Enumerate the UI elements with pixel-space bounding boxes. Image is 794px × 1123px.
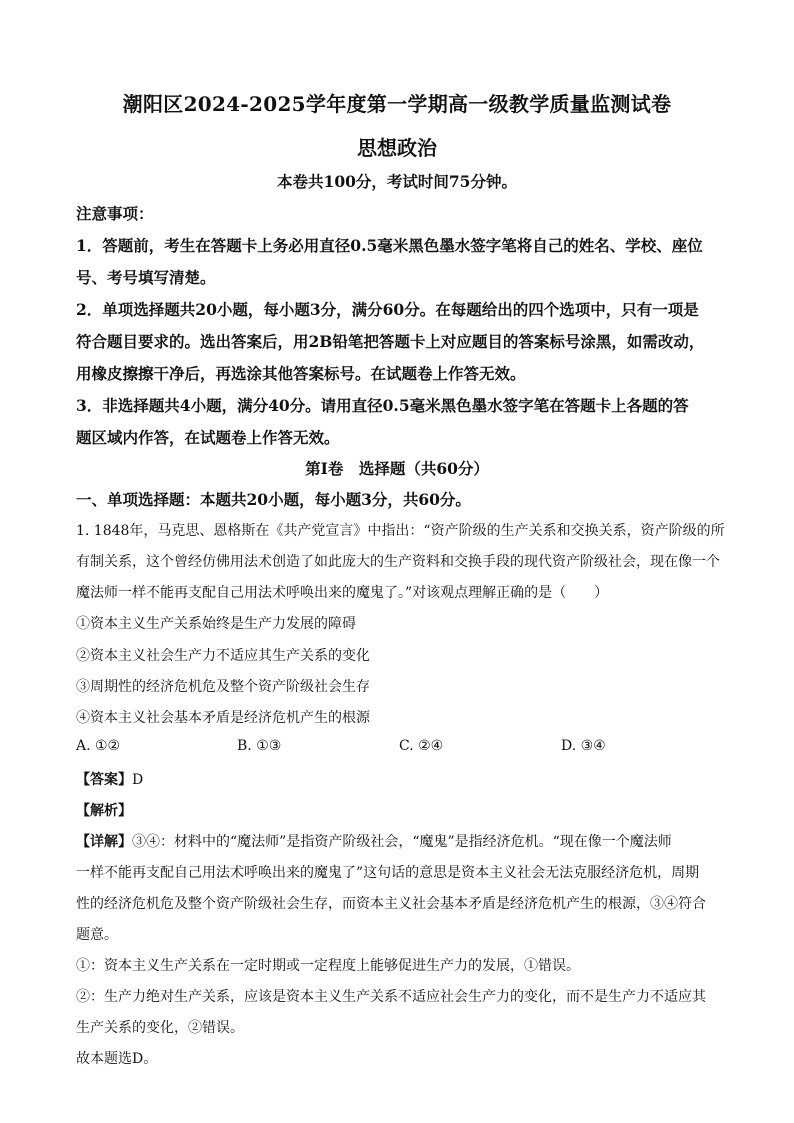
exam-title: 潮阳区2024-2025学年度第一学期高一级教学质量监测试卷 xyxy=(122,92,672,116)
notice-item-3-line-1: 3．非选择题共4小题，满分40分。请用直径0.5毫米黑色墨水签字笔在答题卡上各题的答 xyxy=(76,396,689,415)
detail-line-2: 一样不能再支配自己用法术呼唤出来的魔鬼了”这句话的意思是资本主义社会无法克服经济危机，周期 xyxy=(76,865,700,881)
note-2-line-2: 生产关系的变化，②错误。 xyxy=(76,1020,244,1036)
notice-heading: 注意事项： xyxy=(76,204,154,223)
notice-item-1-line-2: 号、考号填写清楚。 xyxy=(76,268,216,287)
notice-item-2-line-3: 用橡皮擦擦干净后，再选涂其他答案标号。在试题卷上作答无效。 xyxy=(76,364,526,383)
detail-tag: 【详解】 xyxy=(76,834,132,850)
option-a: A. ①② xyxy=(76,738,121,754)
question-1-stem-line-3: 魔法师一样不能再支配自己用法术呼唤出来的魔鬼了。”对该观点理解正确的是（ ） xyxy=(76,585,609,601)
option-d: D. ③④ xyxy=(561,738,606,754)
notice-item-2-line-1: 2．单项选择题共20小题，每小题3分，满分60分。在每题给出的四个选项中，只有一项是 xyxy=(76,300,699,319)
note-1: ①：资本主义生产关系在一定时期或一定程度上能够促进生产力的发展，①错误。 xyxy=(76,958,580,974)
detail-text-1: ③④：材料中的“魔法师”是指资产阶级社会，“魔鬼”是指经济危机。“现在像一个魔法师 xyxy=(132,834,672,850)
notice-item-1-line-1: 1．答题前，考生在答题卡上务必用直径0.5毫米黑色墨水签字笔将自己的姓名、学校、座位 xyxy=(76,236,703,255)
option-c: C. ②④ xyxy=(399,738,444,754)
part-title: 一、单项选择题：本题共20小题，每小题3分，共60分。 xyxy=(76,490,471,509)
statement-2: ②资本主义社会生产力不适应其生产关系的变化 xyxy=(76,648,370,664)
statement-1: ①资本主义生产关系始终是生产力发展的障碍 xyxy=(76,616,356,632)
notice-item-3-line-2: 题区域内作答，在试题卷上作答无效。 xyxy=(76,428,340,447)
volume-title: 第Ⅰ卷 选择题（共60分） xyxy=(305,459,489,478)
conclusion: 故本题选D。 xyxy=(76,1051,158,1067)
option-b: B. ①③ xyxy=(237,738,282,754)
answer-tag: 【答案】 xyxy=(76,772,132,788)
statement-4: ④资本主义社会基本矛盾是经济危机产生的根源 xyxy=(76,710,370,726)
detail-line-3: 性的经济危机危及整个资产阶级社会生存，而资本主义社会基本矛盾是经济危机产生的根源，③④符合 xyxy=(76,896,706,912)
analysis-tag: 【解析】 xyxy=(76,803,132,819)
detail-line-4: 题意。 xyxy=(76,927,118,943)
question-1-stem-line-2: 有制关系，这个曾经仿佛用法术创造了如此庞大的生产资料和交换手段的现代资产阶级社会，现在像一个 xyxy=(76,554,720,570)
question-1-stem-line-1: 1. 1848年，马克思、恩格斯在《共产党宣言》中指出：“资产阶级的生产关系和交换关系，资产阶级的所 xyxy=(76,523,725,539)
note-2-line-1: ②：生产力绝对生产关系，应该是资本主义生产关系不适应社会生产力的变化，而不是生产力不适应其 xyxy=(76,989,706,1005)
exam-meta: 本卷共100分，考试时间75分钟。 xyxy=(277,172,517,191)
answer-line xyxy=(76,769,143,789)
detail-line-1 xyxy=(76,831,672,851)
notice-item-2-line-2: 符合题目要求的。选出答案后，用2B铅笔把答题卡上对应题目的答案标号涂黑，如需改动， xyxy=(76,332,705,351)
subject-title: 思想政治 xyxy=(357,136,437,160)
answer-value: D xyxy=(132,772,144,788)
statement-3: ③周期性的经济危机危及整个资产阶级社会生存 xyxy=(76,679,370,695)
